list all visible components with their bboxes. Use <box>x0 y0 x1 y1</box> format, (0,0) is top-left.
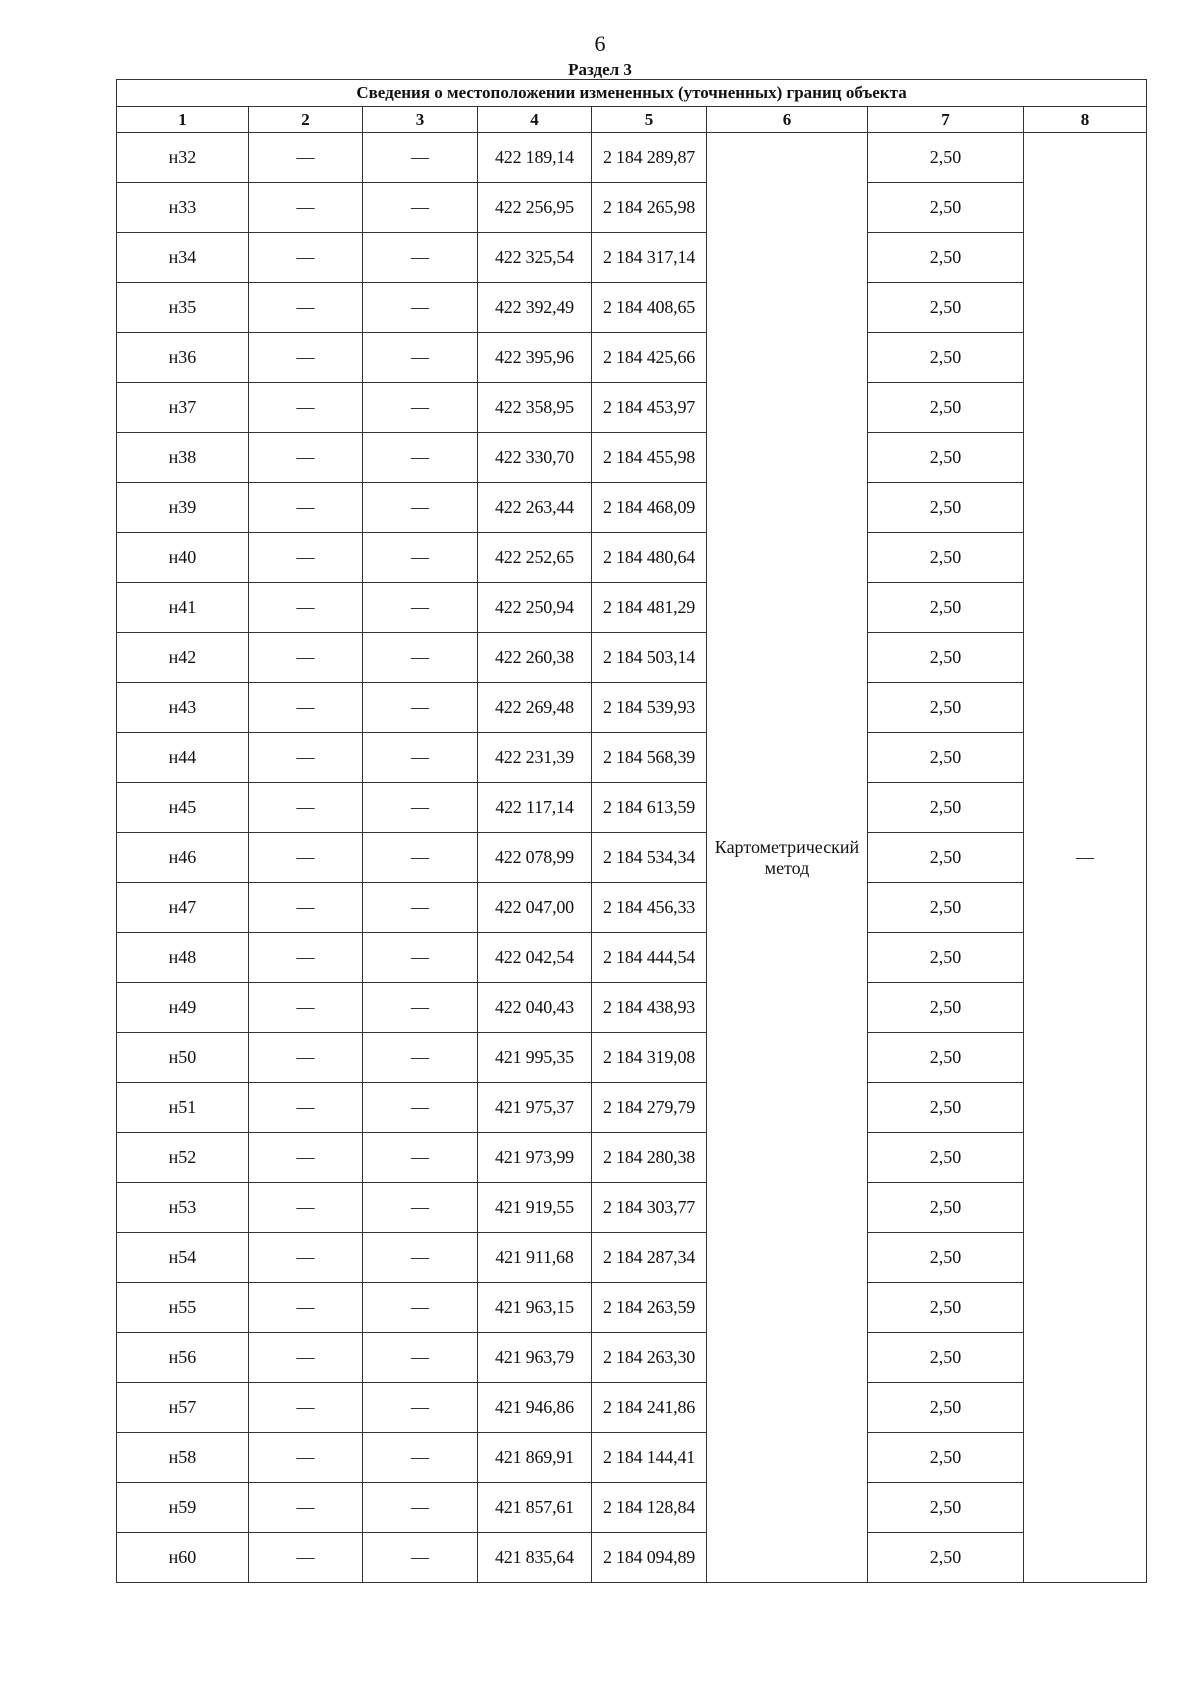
x-coordinate-cell: 422 260,38 <box>478 633 592 683</box>
boundary-coordinates-table <box>116 79 1147 1583</box>
table-row <box>117 1483 1147 1533</box>
table-row <box>117 833 1147 883</box>
accuracy-cell: 2,50 <box>868 433 1024 483</box>
y-coordinate-cell: 2 184 568,39 <box>592 733 707 783</box>
column3-cell: — <box>363 233 478 283</box>
x-coordinate-cell: 422 231,39 <box>478 733 592 783</box>
x-coordinate-cell: 421 869,91 <box>478 1433 592 1483</box>
column2-cell: — <box>249 1433 363 1483</box>
point-name-cell: н59 <box>117 1483 249 1533</box>
table-row <box>117 1283 1147 1333</box>
accuracy-cell: 2,50 <box>868 1133 1024 1183</box>
y-coordinate-cell: 2 184 534,34 <box>592 833 707 883</box>
table-row <box>117 683 1147 733</box>
point-name-cell: н36 <box>117 333 249 383</box>
point-name-cell: н45 <box>117 783 249 833</box>
accuracy-cell: 2,50 <box>868 733 1024 783</box>
table-row <box>117 1533 1147 1583</box>
point-name-cell: н46 <box>117 833 249 883</box>
column3-cell: — <box>363 983 478 1033</box>
column2-cell: — <box>249 833 363 883</box>
y-coordinate-cell: 2 184 280,38 <box>592 1133 707 1183</box>
y-coordinate-cell: 2 184 455,98 <box>592 433 707 483</box>
x-coordinate-cell: 422 395,96 <box>478 333 592 383</box>
table-row <box>117 133 1147 183</box>
y-coordinate-cell: 2 184 279,79 <box>592 1083 707 1133</box>
y-coordinate-cell: 2 184 287,34 <box>592 1233 707 1283</box>
point-name-cell: н34 <box>117 233 249 283</box>
x-coordinate-cell: 422 330,70 <box>478 433 592 483</box>
column2-cell: — <box>249 333 363 383</box>
x-coordinate-cell: 422 256,95 <box>478 183 592 233</box>
column2-cell: — <box>249 783 363 833</box>
column3-cell: — <box>363 133 478 183</box>
x-coordinate-cell: 421 835,64 <box>478 1533 592 1583</box>
column2-cell: — <box>249 433 363 483</box>
point-name-cell: н50 <box>117 1033 249 1083</box>
column2-cell: — <box>249 1533 363 1583</box>
point-name-cell: н42 <box>117 633 249 683</box>
accuracy-cell: 2,50 <box>868 1483 1024 1533</box>
accuracy-cell: 2,50 <box>868 283 1024 333</box>
column-number-4: 4 <box>478 107 592 133</box>
page-number: 6 <box>594 31 606 56</box>
point-name-cell: н38 <box>117 433 249 483</box>
y-coordinate-cell: 2 184 144,41 <box>592 1433 707 1483</box>
column2-cell: — <box>249 683 363 733</box>
y-coordinate-cell: 2 184 444,54 <box>592 933 707 983</box>
y-coordinate-cell: 2 184 539,93 <box>592 683 707 733</box>
y-coordinate-cell: 2 184 128,84 <box>592 1483 707 1533</box>
table-row <box>117 933 1147 983</box>
y-coordinate-cell: 2 184 263,59 <box>592 1283 707 1333</box>
accuracy-cell: 2,50 <box>868 333 1024 383</box>
accuracy-cell: 2,50 <box>868 633 1024 683</box>
point-name-cell: н32 <box>117 133 249 183</box>
column2-cell: — <box>249 1383 363 1433</box>
y-coordinate-cell: 2 184 481,29 <box>592 583 707 633</box>
table-row <box>117 1183 1147 1233</box>
accuracy-cell: 2,50 <box>868 1283 1024 1333</box>
y-coordinate-cell: 2 184 480,64 <box>592 533 707 583</box>
table-row <box>117 183 1147 233</box>
column3-cell: — <box>363 583 478 633</box>
column8-cell: — <box>1024 133 1147 1583</box>
column-number-row <box>117 107 1147 133</box>
column-number-8: 8 <box>1024 107 1147 133</box>
point-name-cell: н43 <box>117 683 249 733</box>
point-name-cell: н55 <box>117 1283 249 1333</box>
column-number-3: 3 <box>363 107 478 133</box>
accuracy-cell: 2,50 <box>868 383 1024 433</box>
x-coordinate-cell: 421 975,37 <box>478 1083 592 1133</box>
column-number-7: 7 <box>868 107 1024 133</box>
y-coordinate-cell: 2 184 468,09 <box>592 483 707 533</box>
x-coordinate-cell: 422 269,48 <box>478 683 592 733</box>
column-number-6: 6 <box>707 107 868 133</box>
x-coordinate-cell: 422 325,54 <box>478 233 592 283</box>
x-coordinate-cell: 421 857,61 <box>478 1483 592 1533</box>
y-coordinate-cell: 2 184 317,14 <box>592 233 707 283</box>
column3-cell: — <box>363 933 478 983</box>
y-coordinate-cell: 2 184 453,97 <box>592 383 707 433</box>
column3-cell: — <box>363 433 478 483</box>
column2-cell: — <box>249 933 363 983</box>
column2-cell: — <box>249 533 363 583</box>
column3-cell: — <box>363 1183 478 1233</box>
accuracy-cell: 2,50 <box>868 833 1024 883</box>
y-coordinate-cell: 2 184 094,89 <box>592 1533 707 1583</box>
x-coordinate-cell: 422 117,14 <box>478 783 592 833</box>
point-name-cell: н47 <box>117 883 249 933</box>
x-coordinate-cell: 422 358,95 <box>478 383 592 433</box>
column2-cell: — <box>249 1283 363 1333</box>
column2-cell: — <box>249 633 363 683</box>
table-row <box>117 1333 1147 1383</box>
column3-cell: — <box>363 1283 478 1333</box>
method-cell: Картометрический метод <box>707 133 868 1583</box>
y-coordinate-cell: 2 184 438,93 <box>592 983 707 1033</box>
point-name-cell: н60 <box>117 1533 249 1583</box>
accuracy-cell: 2,50 <box>868 683 1024 733</box>
point-name-cell: н37 <box>117 383 249 433</box>
table-row <box>117 1433 1147 1483</box>
column2-cell: — <box>249 1233 363 1283</box>
column3-cell: — <box>363 783 478 833</box>
point-name-cell: н58 <box>117 1433 249 1483</box>
table-row <box>117 983 1147 1033</box>
x-coordinate-cell: 422 252,65 <box>478 533 592 583</box>
column2-cell: — <box>249 883 363 933</box>
y-coordinate-cell: 2 184 265,98 <box>592 183 707 233</box>
accuracy-cell: 2,50 <box>868 983 1024 1033</box>
x-coordinate-cell: 421 973,99 <box>478 1133 592 1183</box>
table-row <box>117 1033 1147 1083</box>
column3-cell: — <box>363 1433 478 1483</box>
column3-cell: — <box>363 833 478 883</box>
x-coordinate-cell: 422 078,99 <box>478 833 592 883</box>
accuracy-cell: 2,50 <box>868 1433 1024 1483</box>
x-coordinate-cell: 422 392,49 <box>478 283 592 333</box>
y-coordinate-cell: 2 184 289,87 <box>592 133 707 183</box>
column3-cell: — <box>363 1533 478 1583</box>
accuracy-cell: 2,50 <box>868 183 1024 233</box>
accuracy-cell: 2,50 <box>868 1383 1024 1433</box>
x-coordinate-cell: 422 047,00 <box>478 883 592 933</box>
y-coordinate-cell: 2 184 408,65 <box>592 283 707 333</box>
column3-cell: — <box>363 533 478 583</box>
accuracy-cell: 2,50 <box>868 483 1024 533</box>
accuracy-cell: 2,50 <box>868 1183 1024 1233</box>
point-name-cell: н35 <box>117 283 249 333</box>
y-coordinate-cell: 2 184 503,14 <box>592 633 707 683</box>
table-row <box>117 333 1147 383</box>
accuracy-cell: 2,50 <box>868 933 1024 983</box>
y-coordinate-cell: 2 184 613,59 <box>592 783 707 833</box>
table-row <box>117 1083 1147 1133</box>
table-row <box>117 733 1147 783</box>
table-body <box>117 133 1147 1583</box>
point-name-cell: н44 <box>117 733 249 783</box>
accuracy-cell: 2,50 <box>868 133 1024 183</box>
y-coordinate-cell: 2 184 456,33 <box>592 883 707 933</box>
accuracy-cell: 2,50 <box>868 1533 1024 1583</box>
y-coordinate-cell: 2 184 319,08 <box>592 1033 707 1083</box>
column-number-5: 5 <box>592 107 707 133</box>
point-name-cell: н54 <box>117 1233 249 1283</box>
accuracy-cell: 2,50 <box>868 883 1024 933</box>
column3-cell: — <box>363 283 478 333</box>
column2-cell: — <box>249 1033 363 1083</box>
point-name-cell: н53 <box>117 1183 249 1233</box>
x-coordinate-cell: 422 250,94 <box>478 583 592 633</box>
accuracy-cell: 2,50 <box>868 1233 1024 1283</box>
table-row <box>117 483 1147 533</box>
table-caption: Сведения о местоположении измененных (уточненных) границ объекта <box>117 80 1147 107</box>
column2-cell: — <box>249 283 363 333</box>
column2-cell: — <box>249 483 363 533</box>
accuracy-cell: 2,50 <box>868 1033 1024 1083</box>
accuracy-cell: 2,50 <box>868 1333 1024 1383</box>
table-row <box>117 433 1147 483</box>
y-coordinate-cell: 2 184 303,77 <box>592 1183 707 1233</box>
column2-cell: — <box>249 1083 363 1133</box>
point-name-cell: н56 <box>117 1333 249 1383</box>
column-number-2: 2 <box>249 107 363 133</box>
x-coordinate-cell: 421 963,79 <box>478 1333 592 1383</box>
point-name-cell: н51 <box>117 1083 249 1133</box>
column2-cell: — <box>249 583 363 633</box>
column2-cell: — <box>249 233 363 283</box>
accuracy-cell: 2,50 <box>868 533 1024 583</box>
column3-cell: — <box>363 733 478 783</box>
column3-cell: — <box>363 333 478 383</box>
column3-cell: — <box>363 1083 478 1133</box>
point-name-cell: н41 <box>117 583 249 633</box>
column2-cell: — <box>249 1133 363 1183</box>
y-coordinate-cell: 2 184 425,66 <box>592 333 707 383</box>
column3-cell: — <box>363 1333 478 1383</box>
column3-cell: — <box>363 383 478 433</box>
column2-cell: — <box>249 183 363 233</box>
accuracy-cell: 2,50 <box>868 233 1024 283</box>
column3-cell: — <box>363 1233 478 1283</box>
table-row <box>117 1233 1147 1283</box>
column2-cell: — <box>249 1183 363 1233</box>
column2-cell: — <box>249 133 363 183</box>
column-number-1: 1 <box>117 107 249 133</box>
x-coordinate-cell: 422 263,44 <box>478 483 592 533</box>
column3-cell: — <box>363 1033 478 1083</box>
column2-cell: — <box>249 1333 363 1383</box>
column2-cell: — <box>249 1483 363 1533</box>
x-coordinate-cell: 422 042,54 <box>478 933 592 983</box>
y-coordinate-cell: 2 184 241,86 <box>592 1383 707 1433</box>
point-name-cell: н40 <box>117 533 249 583</box>
accuracy-cell: 2,50 <box>868 783 1024 833</box>
point-name-cell: н48 <box>117 933 249 983</box>
x-coordinate-cell: 421 995,35 <box>478 1033 592 1083</box>
column3-cell: — <box>363 633 478 683</box>
table-row <box>117 633 1147 683</box>
point-name-cell: н33 <box>117 183 249 233</box>
table-row <box>117 1383 1147 1433</box>
table-row <box>117 583 1147 633</box>
table-row <box>117 233 1147 283</box>
column3-cell: — <box>363 183 478 233</box>
x-coordinate-cell: 421 919,55 <box>478 1183 592 1233</box>
point-name-cell: н57 <box>117 1383 249 1433</box>
column3-cell: — <box>363 683 478 733</box>
column3-cell: — <box>363 1483 478 1533</box>
section-title: Раздел 3 <box>568 60 632 79</box>
column3-cell: — <box>363 483 478 533</box>
table-row <box>117 783 1147 833</box>
table-row <box>117 383 1147 433</box>
x-coordinate-cell: 421 911,68 <box>478 1233 592 1283</box>
y-coordinate-cell: 2 184 263,30 <box>592 1333 707 1383</box>
x-coordinate-cell: 422 040,43 <box>478 983 592 1033</box>
table-row <box>117 1133 1147 1183</box>
point-name-cell: н52 <box>117 1133 249 1183</box>
table-row <box>117 533 1147 583</box>
point-name-cell: н49 <box>117 983 249 1033</box>
accuracy-cell: 2,50 <box>868 583 1024 633</box>
x-coordinate-cell: 421 946,86 <box>478 1383 592 1433</box>
column3-cell: — <box>363 1383 478 1433</box>
column2-cell: — <box>249 733 363 783</box>
accuracy-cell: 2,50 <box>868 1083 1024 1133</box>
x-coordinate-cell: 422 189,14 <box>478 133 592 183</box>
column3-cell: — <box>363 1133 478 1183</box>
column2-cell: — <box>249 383 363 433</box>
x-coordinate-cell: 421 963,15 <box>478 1283 592 1333</box>
table-row <box>117 883 1147 933</box>
table-row <box>117 283 1147 333</box>
column2-cell: — <box>249 983 363 1033</box>
column3-cell: — <box>363 883 478 933</box>
point-name-cell: н39 <box>117 483 249 533</box>
